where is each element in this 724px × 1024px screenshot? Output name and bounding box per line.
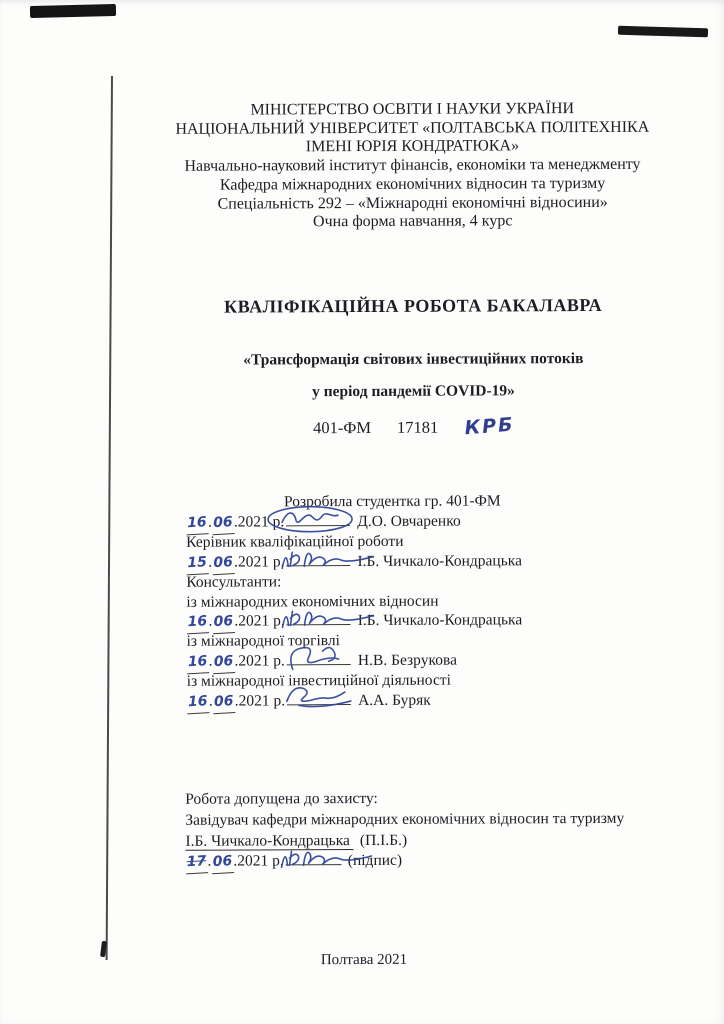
approval-block (185, 787, 724, 872)
signature-ovcharenko (258, 500, 368, 536)
department-line: Кафедра міжнародних економічних відносин та туризму (219, 174, 606, 194)
work-type-title: КВАЛІФІКАЦІЙНА РОБОТА БАКАЛАВРА (224, 294, 603, 317)
handwritten-month: 06 (212, 612, 235, 634)
signature-line (286, 852, 342, 865)
signature-line (286, 513, 350, 526)
footer-city-year: Полтава 2021 (320, 951, 408, 969)
signature-line (287, 612, 351, 625)
signature-line (287, 652, 351, 665)
approval-line-1: Робота допущена до захисту: (185, 789, 378, 808)
signature-bezrukova (279, 643, 349, 671)
university-line-2: ІМЕНІ ЮРІЯ КОНДРАТЮКА» (305, 137, 520, 156)
signatures-block (186, 490, 721, 711)
handwritten-day: 15 (186, 553, 209, 575)
date-separator: . (208, 553, 213, 571)
consultant1-name: І.Б. Чичкало-Кондрацька (357, 611, 523, 630)
name-note: (П.І.Б.) (359, 831, 408, 849)
handwritten-month: 06 (212, 553, 235, 575)
approval-signature-row (185, 850, 724, 872)
signature-line (287, 692, 351, 705)
record-number: 17181 (396, 417, 439, 437)
handwritten-day: 17 (185, 852, 208, 875)
date-year: .2021 р. (234, 553, 285, 571)
handwritten-day: 16 (185, 513, 208, 535)
handwritten-month: 06 (212, 652, 235, 674)
approval-name-line (185, 829, 724, 852)
handwritten-code: КРБ (463, 413, 515, 440)
developer-signature-row (186, 510, 720, 532)
date-year: .2021 р. (234, 612, 285, 630)
date-year: .2021 р. (233, 513, 285, 531)
date-separator: . (207, 853, 212, 871)
institute-line: Навчально-науковий інститут фінансів, економіки та менеджменту (184, 155, 641, 175)
date-separator: . (208, 613, 213, 631)
study-form-line: Очна форма навчання, 4 курс (312, 212, 513, 231)
handwritten-day: 16 (186, 652, 209, 674)
work-topic (117, 342, 709, 409)
signature-chychkalo (279, 603, 379, 631)
consultants-label: Консультанти: (186, 572, 282, 591)
consultant1-signature-row (186, 610, 720, 632)
consultant2-label: із міжнародної торгівлі (186, 632, 340, 651)
group-code: 401-ФМ (313, 417, 372, 438)
date-separator: . (208, 513, 212, 531)
ministry-line: МІНІСТЕРСТВО ОСВІТИ І НАУКИ УКРАЇНИ (250, 100, 575, 119)
developer-label: Розробила студентка гр. 401-ФМ (283, 492, 501, 511)
signature-chychkalo (278, 544, 378, 572)
consultant3-name: А.А. Буряк (358, 691, 431, 710)
handwritten-month: 06 (212, 692, 235, 714)
developer-name: Д.О. Овчаренко (357, 512, 461, 530)
signature-note: (підпис) (347, 852, 403, 870)
document-header (116, 99, 709, 233)
supervisor-name: І.Б. Чичкало-Кондрацька (357, 552, 522, 570)
signature-buriak (279, 681, 359, 711)
consultant2-signature-row (187, 650, 721, 672)
date-year: .2021 р. (234, 652, 285, 670)
specialty-line: Спеціальність 292 – «Міжнародні економічні відносини» (217, 193, 608, 213)
code-row (118, 414, 710, 439)
signature-chychkalo (278, 843, 378, 871)
consultant1-label: із міжнародних економічних відносин (186, 592, 439, 611)
date-separator: . (208, 692, 213, 710)
handwritten-day: 16 (186, 692, 209, 714)
supervisor-label: Керівник кваліфікаційної роботи (186, 532, 404, 551)
supervisor-signature-row (186, 550, 720, 572)
date-separator: . (208, 652, 213, 670)
approval-line-2: Завідувач кафедри міжнародних економічних відносин та туризму (185, 809, 625, 829)
topic-line-2: у період пандемії COVID-19» (312, 382, 515, 401)
handwritten-month: 06 (211, 513, 234, 535)
consultant3-signature-row (187, 689, 721, 711)
signature-line (286, 553, 350, 566)
university-line-1: НАЦІОНАЛЬНИЙ УНІВЕРСИТЕТ «ПОЛТАВСЬКА ПОЛІТЕХНІКА (175, 118, 650, 138)
date-year: .2021 р. (233, 852, 284, 870)
date-year: .2021 р. (234, 692, 286, 710)
topic-line-1: «Трансформація світових інвестиційних потоків (243, 350, 584, 369)
handwritten-month: 06 (211, 851, 234, 874)
consultant3-label: із міжнародної інвестиційної діяльності (186, 671, 451, 690)
handwritten-day: 16 (186, 613, 209, 635)
consultant2-name: Н.В. Безрукова (357, 651, 457, 670)
department-head-name: І.Б. Чичкало-Кондрацька (185, 832, 354, 851)
